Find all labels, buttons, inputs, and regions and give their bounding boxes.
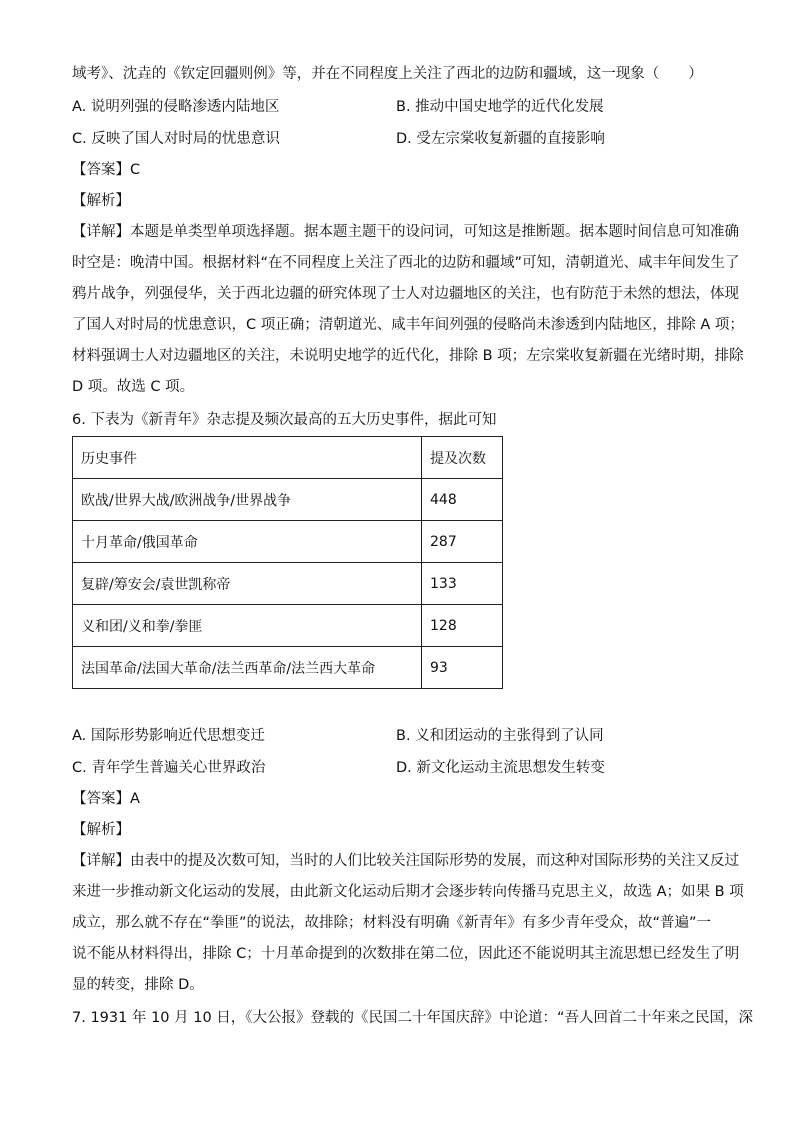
table-cell-count: 287 [422,521,503,563]
q6-detail [72,846,744,1001]
q5-detail [72,217,744,403]
table-cell-count: 448 [422,479,503,521]
table-row [73,521,503,563]
q5-detail-line: 了国人对时局的忧患意识，C 项正确；清朝道光、咸丰年间列强的侵略尚未渗透到内陆地区，排除 A 项； [72,317,744,333]
events-table [72,436,503,689]
q6-analysis-label: 【解析】 [72,822,130,838]
table-cell-count: 93 [422,647,503,689]
q5-detail-line: 材料强调士人对边疆地区的关注，未说明史地学的近代化，排除 B 项；左宗棠收复新疆在光绪时期，排除 [72,348,744,364]
q5-option-b: B. 推动中国史地学的近代化发展 [396,99,604,115]
q5-detail-line: 鸦片战争，列强侵华，关于西北边疆的研究体现了士人对边疆地区的关注，也有防范于未然的想法，体现 [72,286,739,302]
q6-stem: 6. 下表为《新青年》杂志提及频次最高的五大历史事件，据此可知 [72,412,497,428]
q5-option-c: C. 反映了国人对时局的忧患意识 [72,131,280,147]
table-row [73,479,503,521]
table-row [73,605,503,647]
q6-detail-line: 说不能从材料得出，排除 C；十月革命提到的次数排在第二位，因此还不能说明其主流思想已经发生了明 [72,946,740,962]
q6-detail-line: 【详解】由表中的提及次数可知，当时的人们比较关注国际形势的发展，而这种对国际形势的关注又反过 [72,853,739,869]
q5-stem-tail: 域考》、沈垚的《钦定回疆则例》等，并在不同程度上关注了西北的边防和疆域，这一现象（ ） [72,66,703,82]
q5-analysis-label: 【解析】 [72,193,130,209]
table-header-row [73,437,503,479]
q5-detail-line: 【详解】本题是单类型单项选择题。据本题主题干的设问词，可知这是推断题。据本题时间信息可知准确 [72,224,739,240]
q6-detail-line: 显的转变，排除 D。 [72,977,204,993]
table-cell-event: 义和团/义和拳/拳匪 [73,605,422,647]
q6-option-d: D. 新文化运动主流思想发生转变 [396,760,605,776]
table-header-count: 提及次数 [422,437,503,479]
table-row [73,563,503,605]
table-cell-event: 复辟/筹安会/袁世凯称帝 [73,563,422,605]
q6-option-a: A. 国际形势影响近代思想变迁 [72,728,265,744]
q5-option-a: A. 说明列强的侵略渗透内陆地区 [72,99,280,115]
table-header-event: 历史事件 [73,437,422,479]
table-cell-count: 133 [422,563,503,605]
q6-detail-line: 来进一步推动新文化运动的发展，由此新文化运动后期才会逐步转向传播马克思主义，故选 A；如果 B 项 [72,884,744,900]
table-cell-event: 法国革命/法国大革命/法兰西革命/法兰西大革命 [73,647,422,689]
table-cell-event: 十月革命/俄国革命 [73,521,422,563]
q5-answer: 【答案】C [72,162,141,178]
q5-detail-line: D 项。故选 C 项。 [72,379,195,395]
q5-option-d: D. 受左宗棠收复新疆的直接影响 [396,131,605,147]
table-cell-count: 128 [422,605,503,647]
q6-detail-line: 成立，那么就不存在“拳匪”的说法，故排除；材料没有明确《新青年》有多少青年受众，故“普遍”一 [72,915,712,931]
q6-option-b: B. 义和团运动的主张得到了认同 [396,728,604,744]
q6-answer: 【答案】A [72,791,140,807]
table-row [73,647,503,689]
q6-option-c: C. 青年学生普遍关心世界政治 [72,760,266,776]
table-cell-event: 欧战/世界大战/欧洲战争/世界战争 [73,479,422,521]
q7-stem: 7. 1931 年 10 月 10 日，《大公报》登载的《民国二十年国庆辞》中论道：“吾人回首二十年来之民国，深 [72,1010,754,1026]
q5-detail-line: 时空是：晚清中国。根据材料“在不同程度上关注了西北的边防和疆域”可知，清朝道光、咸丰年间发生了 [72,255,740,271]
